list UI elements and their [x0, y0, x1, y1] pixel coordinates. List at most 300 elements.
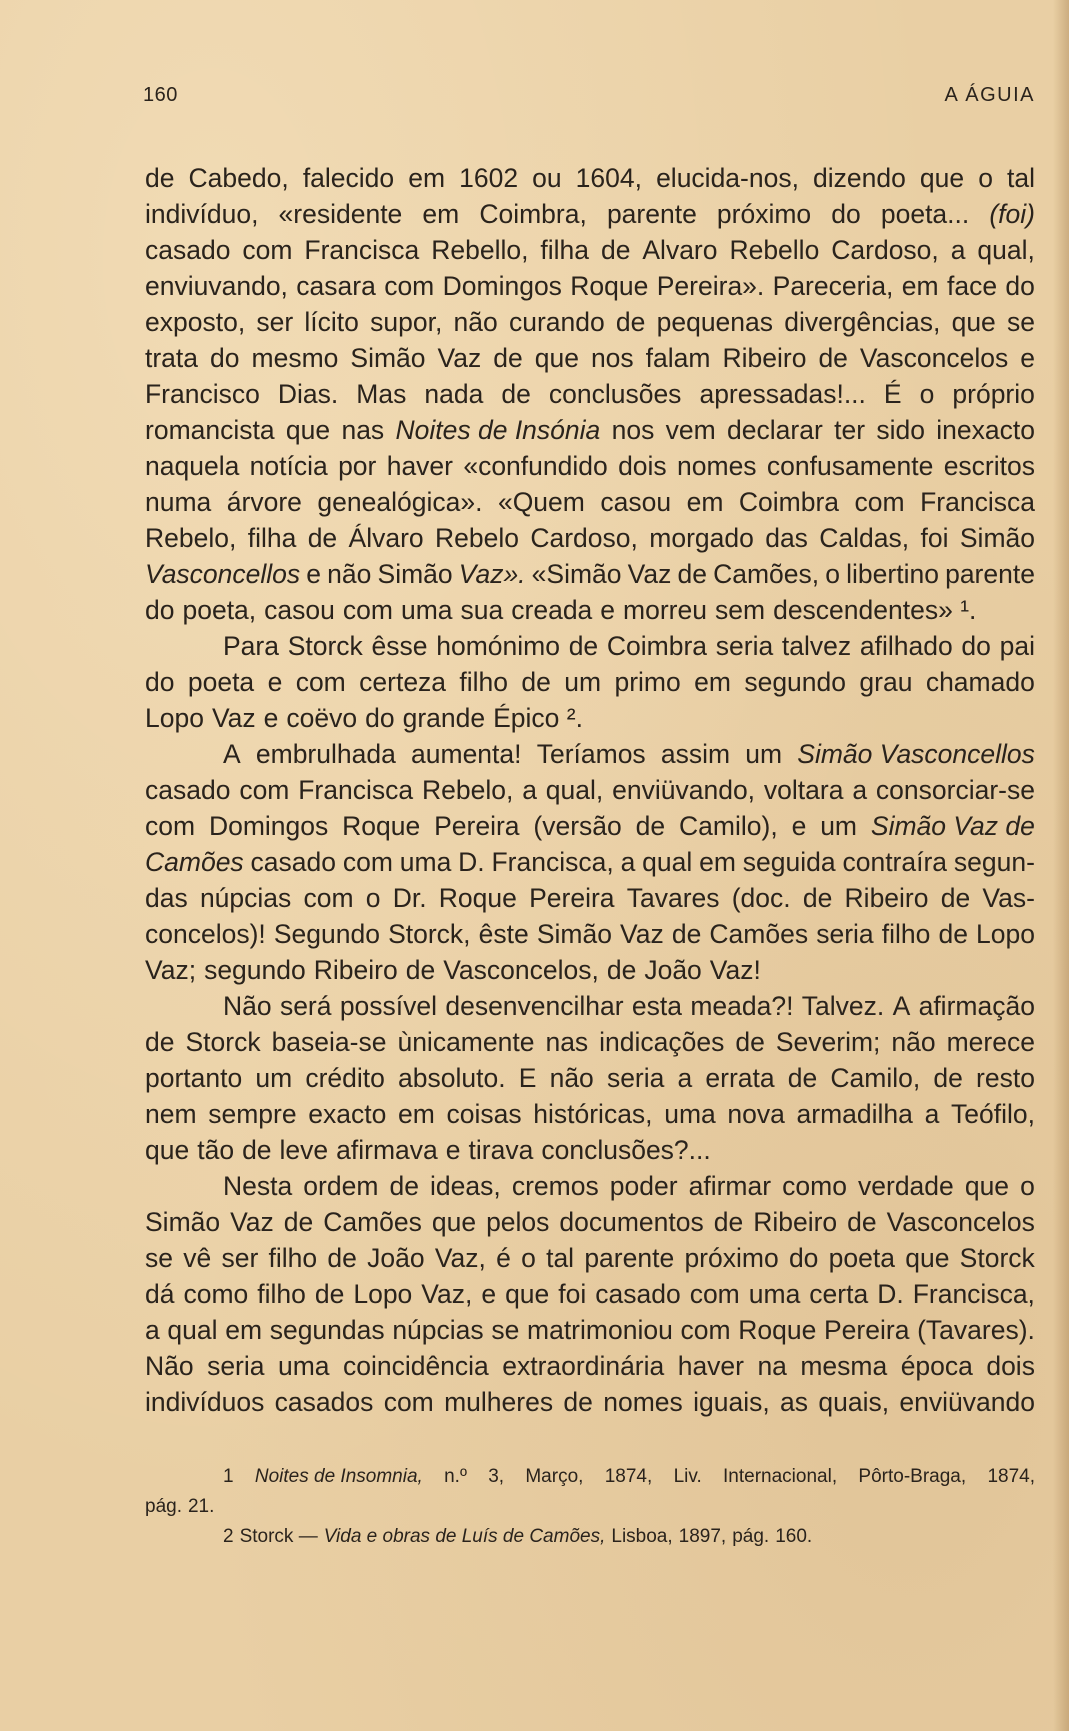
word: filho	[268, 1243, 318, 1273]
text-line	[145, 304, 1035, 340]
word: Francisca	[298, 775, 414, 805]
word: dois	[986, 1351, 1035, 1381]
footnote-word: Lisboa,	[611, 1526, 673, 1547]
word: ser	[221, 1243, 259, 1273]
word: Simão Vaz de	[870, 811, 1035, 841]
word: que	[285, 415, 331, 445]
word: filho	[257, 1279, 306, 1309]
word: «Quem	[497, 487, 585, 517]
word: Francisco	[145, 379, 260, 409]
word: com	[342, 595, 393, 625]
word: nova	[727, 1099, 785, 1129]
word: segundo	[204, 955, 306, 985]
word: êsse	[371, 631, 428, 661]
word: nomes	[603, 1387, 683, 1417]
word: tal	[546, 1243, 575, 1273]
word: poeta	[187, 667, 255, 697]
word: de	[327, 1243, 357, 1273]
word: e	[263, 703, 279, 733]
footnote-word: 1874,	[987, 1466, 1035, 1487]
word: É	[883, 379, 902, 409]
text-line	[145, 736, 1035, 772]
word: o	[919, 379, 935, 409]
word: nos	[611, 415, 655, 445]
word: históricas,	[533, 1099, 653, 1129]
word: exposto,	[145, 307, 246, 337]
word: em	[408, 163, 446, 193]
footnote-word: Internacional,	[723, 1466, 838, 1487]
text-line	[145, 1132, 1035, 1168]
word: casou	[264, 595, 335, 625]
word: Roque	[438, 883, 517, 913]
word: Lopo	[353, 1279, 413, 1309]
word: Cardoso,	[831, 235, 939, 265]
text-line	[145, 1384, 1035, 1420]
word: e	[445, 1135, 461, 1165]
footnote-word: 3,	[488, 1466, 505, 1487]
word: casado	[250, 847, 336, 877]
word: E	[518, 1063, 537, 1093]
word: não	[453, 307, 498, 337]
text-line	[145, 412, 1035, 448]
text-line	[145, 1024, 1035, 1060]
word: do	[145, 667, 175, 697]
text-line	[145, 664, 1035, 700]
footnote-word: Pôrto-Braga,	[858, 1466, 967, 1487]
word: apressadas!...	[699, 379, 866, 409]
word: afilhado	[859, 631, 953, 661]
word: de	[940, 883, 971, 913]
word: Vaz!	[709, 955, 761, 985]
word: em	[422, 199, 460, 229]
word: poder	[609, 1171, 678, 1201]
word: Noites de Insónia	[395, 415, 601, 445]
word: do	[1005, 271, 1035, 301]
text-line	[145, 1096, 1035, 1132]
word: ordem	[303, 1171, 379, 1201]
word: parente	[584, 1243, 675, 1273]
word: do	[365, 703, 395, 733]
word: Vaz	[620, 919, 664, 949]
word: chamado	[925, 667, 1035, 697]
word: casou	[600, 487, 672, 517]
word: ideas,	[430, 1171, 501, 1201]
footnote-word: Storck —	[239, 1526, 318, 1547]
word: exacto	[308, 1099, 387, 1129]
word: de	[615, 307, 646, 337]
word: com	[383, 1387, 434, 1417]
word: núpcias	[392, 1315, 484, 1345]
word: Vasconcelos,	[443, 955, 599, 985]
text-line	[145, 484, 1035, 520]
word: sem	[715, 595, 766, 625]
footnotes	[145, 1462, 1035, 1552]
word: do	[961, 631, 991, 661]
word: com	[145, 811, 196, 841]
word: segun-	[953, 847, 1035, 877]
word: um	[564, 667, 602, 697]
text-line	[145, 196, 1035, 232]
word: verdade	[858, 1171, 954, 1201]
word: Não	[145, 1351, 194, 1381]
word: vê	[183, 1243, 212, 1273]
word: 1602	[459, 163, 519, 193]
word: de	[606, 955, 637, 985]
word: nem	[145, 1099, 197, 1129]
word: Francisca,	[912, 1279, 1035, 1309]
page-number: 160	[143, 84, 178, 106]
word: que	[431, 1207, 477, 1237]
word: Teríamos	[536, 739, 646, 769]
word: de	[802, 883, 833, 913]
word: nas	[341, 415, 385, 445]
word: Camões,	[713, 559, 820, 589]
word: escritos	[943, 451, 1035, 481]
word: D.	[877, 1279, 904, 1309]
word: voltara	[763, 775, 844, 805]
word: com	[239, 775, 290, 805]
word: um	[255, 1063, 293, 1093]
word: se	[1007, 307, 1035, 337]
word: leve	[279, 1135, 329, 1165]
word: poeta,	[182, 595, 257, 625]
footnote-word: pág.	[145, 1496, 182, 1517]
word: casado	[595, 1279, 681, 1309]
word: não	[891, 1027, 936, 1057]
word: em	[686, 487, 724, 517]
word: a	[620, 847, 636, 877]
word: Tavares	[626, 883, 720, 913]
word: falam	[645, 343, 711, 373]
word: árvore	[226, 487, 302, 517]
word: Camões	[323, 1207, 422, 1237]
word: Domingos	[208, 811, 329, 841]
word: Vaz	[230, 1207, 274, 1237]
word: enviüvando,	[612, 775, 756, 805]
word: pequenas	[656, 307, 774, 337]
footnote-word: n.º	[444, 1466, 467, 1487]
word: tão	[197, 1135, 235, 1165]
text-line	[145, 988, 1035, 1024]
word: do	[788, 1243, 819, 1273]
word: coincidência	[342, 1351, 489, 1381]
word: qual	[167, 1315, 218, 1345]
word: um	[745, 739, 783, 769]
footnote-line	[145, 1522, 1035, 1552]
word: seria	[606, 1063, 665, 1093]
text-line	[145, 952, 1035, 988]
text-line	[145, 1240, 1035, 1276]
word: e	[791, 811, 807, 841]
word: com	[342, 847, 393, 877]
word: poeta...	[880, 199, 970, 229]
word: notícia	[249, 451, 328, 481]
word: de	[735, 1027, 765, 1057]
word: qual	[642, 847, 693, 877]
word: embrulhada	[255, 739, 396, 769]
word: 1604,	[575, 163, 642, 193]
word: qual,	[977, 235, 1035, 265]
footnote-word: 21.	[187, 1496, 215, 1517]
word: em	[397, 1099, 435, 1129]
text-line	[145, 232, 1035, 268]
word: e	[1020, 343, 1035, 373]
footnote-word: 2	[223, 1526, 234, 1547]
page-header	[143, 84, 1035, 114]
word: de	[671, 919, 702, 949]
word: ou	[532, 163, 562, 193]
word: Alvaro	[642, 235, 718, 265]
word: filho	[881, 919, 931, 949]
text-line	[145, 1168, 1035, 1204]
word: Lopo	[976, 919, 1035, 949]
word: pelos	[486, 1207, 550, 1237]
footnote-word: 1	[223, 1466, 234, 1487]
footnote-word: pág.	[732, 1526, 770, 1547]
word: uma	[664, 1099, 716, 1129]
word: Rebelo,	[421, 775, 514, 805]
word: matrimoniou	[527, 1315, 673, 1345]
word: o	[1020, 1171, 1035, 1201]
word: se	[145, 1243, 173, 1273]
word: e	[306, 559, 322, 589]
word: de	[145, 163, 175, 193]
word: uma	[399, 847, 452, 877]
word: face	[946, 271, 998, 301]
word: de	[405, 955, 436, 985]
word: Vasconcelos	[859, 343, 1009, 373]
word: descendentes» ¹.	[773, 595, 977, 625]
word: Roque	[738, 1315, 817, 1345]
word: dois	[618, 451, 667, 481]
word: a	[852, 775, 868, 805]
word: Épico ².	[493, 703, 583, 733]
word: armadilha	[796, 1099, 913, 1129]
word: Cardoso,	[530, 523, 638, 553]
page-edge-shadow	[1053, 0, 1069, 1731]
text-line	[145, 772, 1035, 808]
word: haver	[677, 1351, 744, 1381]
word: de	[283, 1207, 314, 1237]
word: não	[549, 1063, 594, 1093]
word: que	[919, 163, 965, 193]
text-line	[145, 1312, 1035, 1348]
word: parente	[606, 199, 697, 229]
footnote-line	[145, 1492, 1035, 1522]
word: grande	[402, 703, 486, 733]
word: Storck	[185, 1027, 261, 1057]
word: confusamente	[766, 451, 934, 481]
word: haver	[386, 451, 453, 481]
footnote-word: Vida e obras de Luís de Camões,	[323, 1526, 606, 1547]
word: Storck	[287, 631, 363, 661]
word: de	[568, 631, 599, 661]
word: Rebello	[729, 235, 820, 265]
word: Vaz	[437, 343, 482, 373]
word: iguais,	[693, 1387, 770, 1417]
word: Álvaro	[348, 523, 424, 553]
word: genealógica».	[317, 487, 483, 517]
word: indicações	[599, 1027, 725, 1057]
word: baseia-se	[271, 1027, 387, 1057]
word: de	[307, 523, 338, 553]
running-head: A ÁGUIA	[944, 84, 1035, 106]
word: Simão	[350, 343, 426, 373]
word: a	[924, 1099, 940, 1129]
word: se	[491, 1315, 520, 1345]
word: de	[314, 1279, 345, 1309]
word: que	[964, 1171, 1010, 1201]
word: «Simão	[531, 559, 622, 589]
word: documentos	[559, 1207, 704, 1237]
word: desenvencilhar	[445, 991, 624, 1021]
word: curando	[508, 307, 605, 337]
text-line	[145, 844, 1035, 880]
word: seria	[715, 631, 774, 661]
word: Storck,	[388, 919, 471, 949]
word: nada	[424, 379, 484, 409]
word: e	[481, 1279, 497, 1309]
word: ter	[834, 415, 866, 445]
word: A	[892, 991, 911, 1021]
word: errata	[705, 1063, 775, 1093]
word: Simão	[145, 1207, 221, 1237]
word: Storck	[959, 1243, 1035, 1273]
footnote-word: Março,	[525, 1466, 584, 1487]
word: próximo	[684, 1243, 779, 1273]
word: tal	[1007, 163, 1035, 193]
word: de	[933, 1063, 963, 1093]
word: dizendo	[813, 163, 906, 193]
word: foi	[558, 1279, 587, 1309]
word: com	[303, 883, 354, 913]
word: resto	[976, 1063, 1035, 1093]
word: supor,	[370, 307, 443, 337]
word: época	[900, 1351, 973, 1381]
word: naquela	[145, 451, 240, 481]
word: Camões	[145, 847, 244, 877]
text-line	[145, 1204, 1035, 1240]
word: Simão	[536, 919, 612, 949]
word: declarar	[727, 415, 823, 445]
word: Camilo),	[679, 811, 778, 841]
word: e	[600, 595, 616, 625]
word: com	[680, 1315, 731, 1345]
footnote-line	[145, 1462, 1035, 1492]
word: quais,	[818, 1387, 890, 1417]
word: filha	[540, 235, 590, 265]
word: a	[677, 1063, 693, 1093]
word: nas	[545, 1027, 589, 1057]
word: Cabedo,	[188, 163, 289, 193]
word: inexacto	[936, 415, 1035, 445]
word: seria	[816, 919, 874, 949]
footnote-word: 160.	[775, 1526, 813, 1547]
word: Nesta	[223, 1171, 293, 1201]
word: mulheres	[444, 1387, 554, 1417]
word: Domingos	[442, 271, 562, 301]
word: que	[534, 343, 579, 373]
word: nos	[590, 343, 634, 373]
text-line	[145, 556, 1035, 592]
word: de	[389, 1171, 419, 1201]
word: parente	[945, 559, 1035, 589]
word: dá	[145, 1279, 175, 1309]
text-line	[145, 268, 1035, 304]
word: ùnicamente	[397, 1027, 535, 1057]
word: A	[223, 739, 241, 769]
word: creada	[511, 595, 593, 625]
word: Vaz;	[145, 955, 197, 985]
word: na	[757, 1351, 787, 1381]
word: Não	[223, 991, 272, 1021]
word: Lopo	[145, 703, 204, 733]
word: casara	[296, 271, 376, 301]
word: Simão Vasconcellos	[797, 739, 1035, 769]
word: morreu	[623, 595, 707, 625]
word: a	[950, 235, 966, 265]
word: possível	[339, 991, 438, 1021]
word: Segundo	[273, 919, 380, 949]
word: uma	[748, 1279, 801, 1309]
word: foi	[920, 523, 949, 553]
word: afirmação	[918, 991, 1035, 1021]
text-line	[145, 592, 1035, 628]
word: (foi)	[989, 199, 1035, 229]
word: indivíduos	[145, 1387, 265, 1417]
word: homónimo	[436, 631, 560, 661]
word: as	[780, 1387, 809, 1417]
word: João	[644, 955, 702, 985]
footnote-word: Liv.	[673, 1466, 702, 1487]
word: sempre	[208, 1099, 297, 1129]
word: Pereira	[529, 883, 615, 913]
word: Dr.	[392, 883, 427, 913]
word: esta	[631, 991, 683, 1021]
footnote-word: 1874,	[604, 1466, 653, 1487]
word: Talvez.	[801, 991, 885, 1021]
word: seguida	[742, 847, 836, 877]
word: de	[787, 1063, 818, 1093]
word: que	[951, 307, 996, 337]
word: do	[831, 199, 861, 229]
word: portanto	[145, 1063, 243, 1093]
word: que	[145, 1135, 190, 1165]
word: falecido	[302, 163, 395, 193]
word: Rebello,	[431, 235, 529, 265]
word: Simão	[959, 523, 1035, 553]
word: Vaz,	[421, 1279, 473, 1309]
word: merece	[946, 1027, 1035, 1057]
word: «residente	[278, 199, 403, 229]
word: casado	[145, 235, 231, 265]
word: (Tavares).	[917, 1315, 1035, 1345]
word: filho	[459, 667, 509, 697]
word: casado	[145, 775, 231, 805]
word: das	[765, 523, 808, 553]
word: um	[820, 811, 858, 841]
word: Para	[223, 631, 279, 661]
word: êste	[478, 919, 529, 949]
word: indivíduo,	[145, 199, 259, 229]
footnote-word: Noites de Insomnia,	[254, 1466, 423, 1487]
word: elucida-nos,	[656, 163, 799, 193]
word: de	[847, 1207, 877, 1237]
word: de	[677, 559, 707, 589]
word: em	[901, 271, 939, 301]
word: Severim;	[775, 1027, 881, 1057]
word: sido	[876, 415, 925, 445]
